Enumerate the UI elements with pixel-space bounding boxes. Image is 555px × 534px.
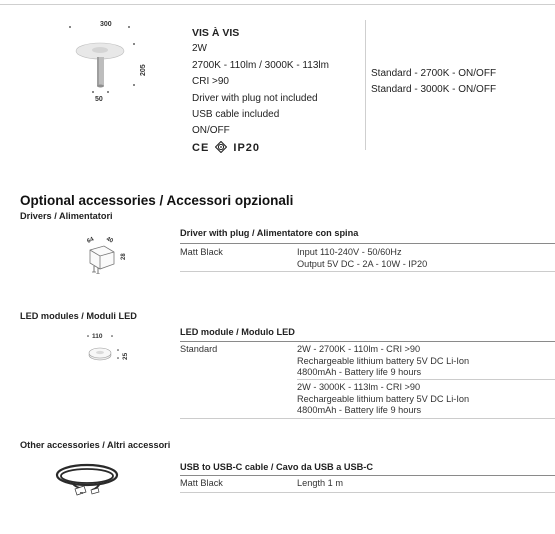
- driver-dim-b: 40: [105, 236, 114, 245]
- lamp-width-label: 300: [100, 21, 112, 28]
- lamp-base-label: 50: [95, 96, 103, 103]
- led-spec-2700: [297, 344, 555, 379]
- spec-line: CRI >90: [192, 76, 229, 88]
- led-table-title: LED module / Modulo LED: [180, 327, 295, 337]
- spec-text: Output 5V DC - 2A - 10W - IP20: [297, 258, 428, 269]
- lamp-technical-drawing: [60, 14, 170, 114]
- table-rule: [297, 379, 555, 380]
- table-rule: [180, 271, 555, 272]
- other-spec: [297, 478, 555, 490]
- usb-cable-drawing: [42, 462, 132, 500]
- table-rule: [180, 475, 555, 476]
- spec-text: 2W - 3000K - 113lm - CRI >90: [297, 382, 421, 392]
- product-column-divider: [365, 20, 366, 150]
- drivers-spec: [297, 247, 555, 270]
- spec-line: USB cable included: [192, 109, 280, 121]
- spec-text: Rechargeable lithium battery 5V DC Li-Ion: [297, 393, 470, 404]
- spec-text: Length 1 m: [297, 478, 343, 488]
- other-label: Other accessories / Altri accessori: [20, 440, 171, 450]
- drivers-table-title: Driver with plug / Alimentatore con spina: [180, 228, 359, 238]
- table-rule: [180, 418, 555, 419]
- drivers-label: Drivers / Alimentatori: [20, 211, 113, 221]
- product-spec-list: [192, 25, 372, 156]
- driver-dim-c: 28: [121, 253, 127, 260]
- drivers-variant: Matt Black: [180, 247, 223, 257]
- led-module-drawing: [70, 331, 130, 371]
- spec-text: 4800mAh - Battery life 9 hours: [297, 405, 422, 416]
- product-codes: [371, 66, 496, 99]
- led-dim-d: 110: [92, 333, 103, 340]
- table-rule: [180, 243, 555, 244]
- top-divider: [0, 4, 555, 5]
- other-variant: Matt Black: [180, 478, 223, 488]
- table-rule: [180, 492, 555, 493]
- code-row: Standard - 2700K - ON/OFF: [371, 68, 497, 79]
- spec-line: 2700K - 110lm / 3000K - 113lm: [192, 59, 329, 71]
- accessories-title: Optional accessories / Accessori opzionali: [20, 193, 294, 208]
- led-spec-3000: [297, 382, 555, 417]
- certification-marks: [192, 140, 372, 156]
- spec-line: 2W: [192, 43, 207, 55]
- led-label: LED modules / Moduli LED: [20, 311, 137, 321]
- safety-diamond-icon: [215, 141, 227, 153]
- led-dim-h: 25: [122, 352, 129, 360]
- table-rule: [180, 341, 555, 342]
- lamp-height-label: 205: [140, 64, 147, 76]
- spec-text: Rechargeable lithium battery 5V DC Li-Ion: [297, 355, 470, 366]
- ce-mark: CE: [192, 141, 210, 154]
- spec-text: 2W - 2700K - 110lm - CRI >90: [297, 344, 421, 354]
- spec-line: ON/OFF: [192, 125, 230, 137]
- spec-text: Input 110-240V - 50/60Hz: [297, 247, 402, 257]
- product-title: VIS À VIS: [192, 27, 240, 39]
- led-variant: Standard: [180, 344, 218, 354]
- code-row: Standard - 3000K - ON/OFF: [371, 84, 497, 96]
- spec-line: Driver with plug not included: [192, 92, 318, 104]
- other-table-title: USB to USB-C cable / Cavo da USB a USB-C: [180, 462, 373, 472]
- spec-text: 4800mAh - Battery life 9 hours: [297, 367, 422, 378]
- driver-plug-drawing: [70, 232, 130, 274]
- driver-dim-a: 64: [86, 236, 95, 245]
- ip-rating: IP20: [233, 141, 261, 154]
